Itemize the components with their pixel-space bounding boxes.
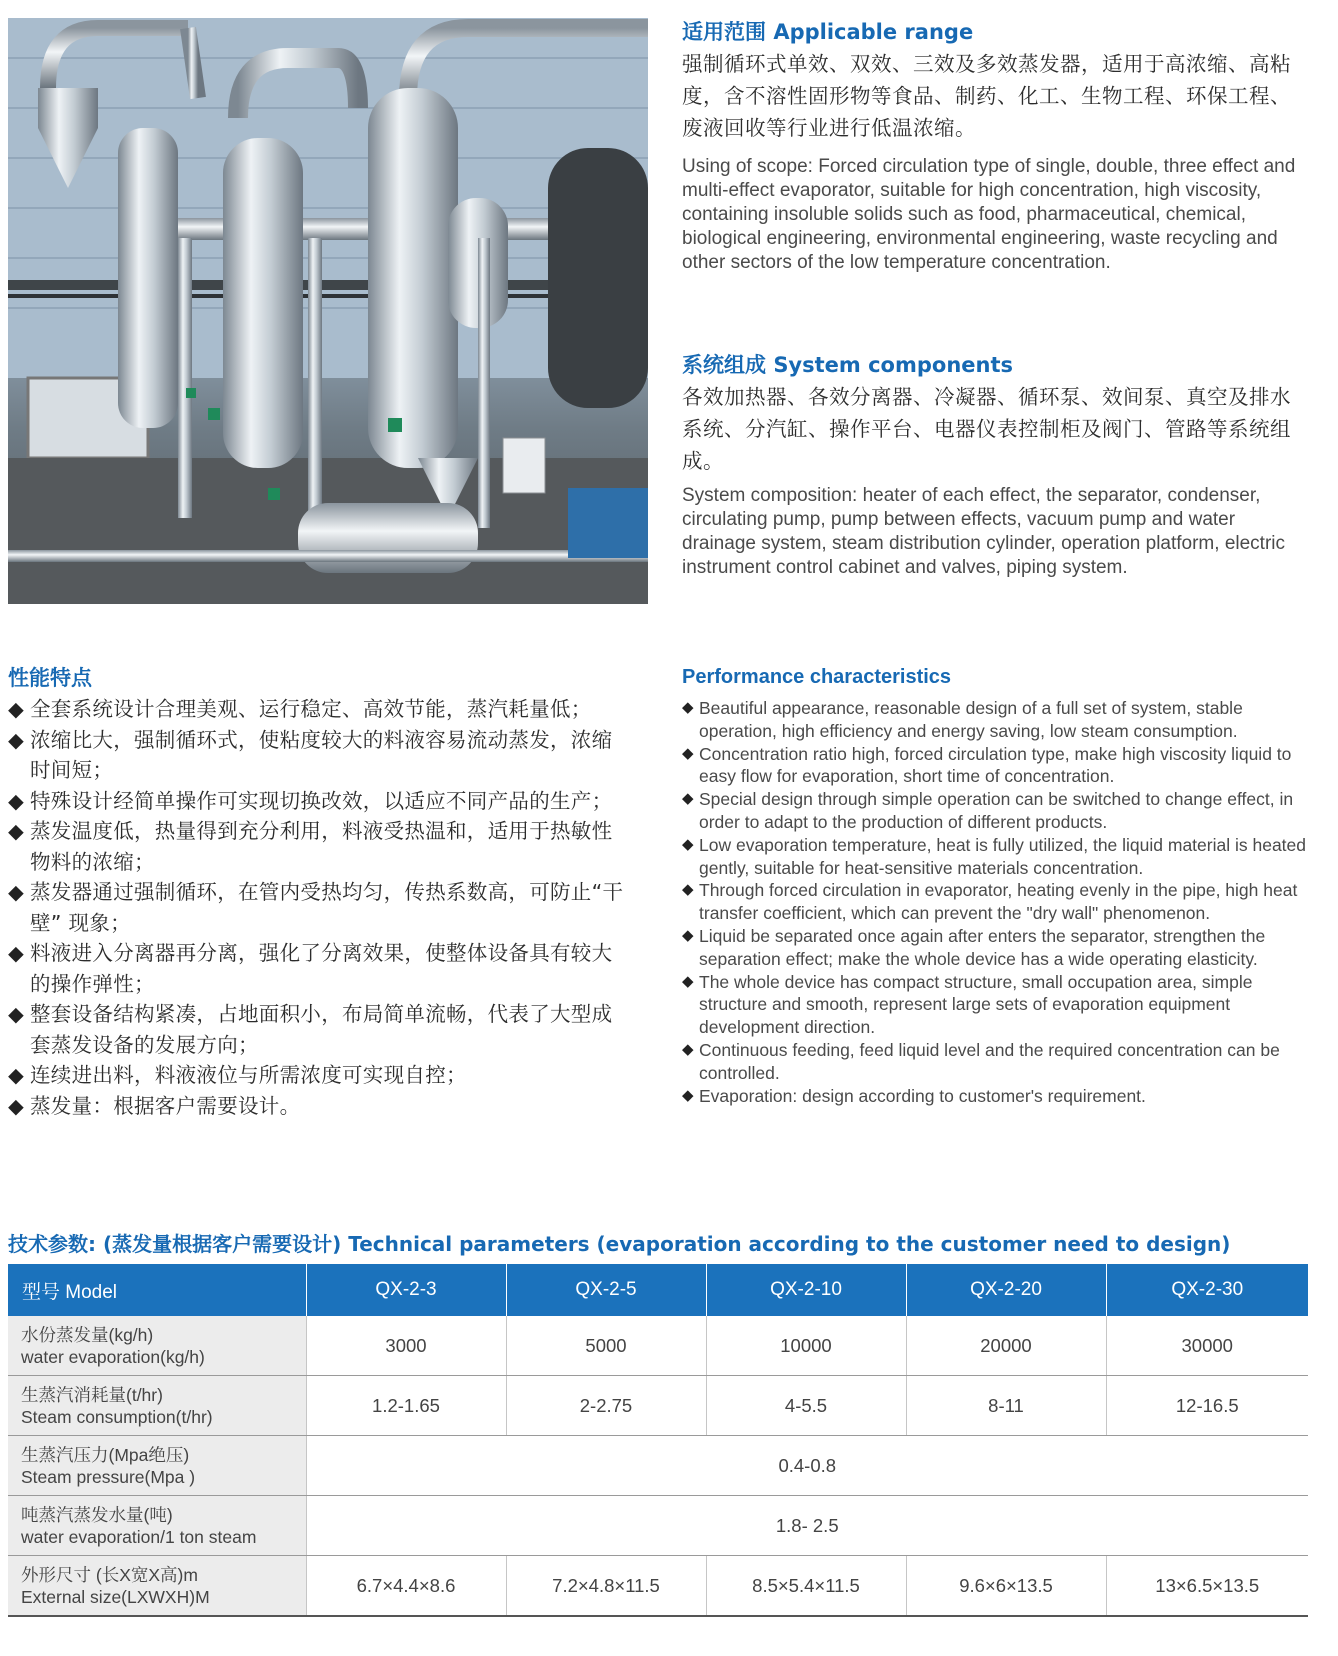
- list-item: [8, 786, 630, 817]
- performance-zh-title: 性能特点: [8, 666, 92, 690]
- row-label-zh: 生蒸汽消耗量(t/hr): [21, 1384, 163, 1405]
- product-photo: [8, 18, 648, 604]
- list-item-text: Beautiful appearance, reasonable design of a full set of system, stable operation, high efficiency and energy saving, low steam consumption.: [699, 698, 1243, 741]
- row-label-zh: 生蒸汽压力(Mpa绝压): [21, 1444, 190, 1465]
- list-item-text: 蒸发温度低，热量得到充分利用，料液受热温和，适用于热敏性物料的浓缩；: [30, 819, 613, 874]
- bullet-icon: ◆: [8, 880, 25, 904]
- list-item-text: 料液进入分离器再分离，强化了分离效果，使整体设备具有较大的操作弹性；: [30, 941, 613, 996]
- bullet-icon: ◆: [682, 881, 694, 899]
- system-components-text-zh: 各效加热器、各效分离器、冷凝器、循环泵、效间泵、真空及排水系统、分汽缸、操作平台、电器仪表控制柜及阀门、管路等系统组成。: [682, 385, 1291, 473]
- table-cell: 1.2-1.65: [306, 1376, 506, 1436]
- table-cell: 5000: [506, 1316, 706, 1376]
- list-item: [8, 1091, 630, 1122]
- table-row: [8, 1496, 1308, 1556]
- list-item-text: Special design through simple operation can be switched to change effect, in order to adapt to the production of different products.: [699, 789, 1294, 832]
- list-item: [682, 1085, 1308, 1108]
- row-label-zh: 吨蒸汽蒸发水量(吨): [21, 1504, 173, 1525]
- bullet-icon: ◆: [682, 790, 694, 808]
- bullet-icon: ◆: [682, 744, 694, 762]
- evaporator-illustration: [8, 18, 648, 604]
- list-item: [682, 925, 1308, 971]
- bullet-icon: ◆: [682, 699, 694, 716]
- bullet-icon: ◆: [8, 1002, 25, 1026]
- table-cell: 12-16.5: [1106, 1376, 1308, 1436]
- row-label-en: External size(LXWXH)M: [21, 1586, 210, 1607]
- row-label: [8, 1376, 306, 1436]
- list-item: [8, 999, 630, 1060]
- row-label-en: water evaporation(kg/h): [21, 1346, 205, 1367]
- list-item-text: Liquid be separated once again after enters the separator, strengthen the separation effect; make the whole device has a wide operating elasticity.: [699, 925, 1266, 969]
- performance-en-list: [682, 697, 1308, 1107]
- bullet-icon: ◆: [8, 819, 25, 843]
- system-components-title-en: System components: [773, 353, 1013, 377]
- table-cell: 10000: [706, 1316, 906, 1376]
- table-row: [8, 1316, 1308, 1376]
- list-item-text: Continuous feeding, feed liquid level and the required concentration can be controlled.: [699, 1039, 1280, 1083]
- row-label-en: Steam pressure(Mpa ): [21, 1466, 196, 1487]
- applicable-range-title-zh: 适用范围: [682, 20, 766, 44]
- table-header-row: [8, 1264, 1308, 1316]
- bullet-icon: ◆: [682, 972, 694, 990]
- row-label-zh: 外形尺寸 (长X宽X高)m: [21, 1564, 198, 1585]
- technical-parameters-table: [8, 1264, 1308, 1617]
- bullet-icon: ◆: [682, 835, 694, 853]
- bullet-icon: ◆: [682, 1086, 694, 1104]
- applicable-range-title-en: Applicable range: [773, 20, 974, 44]
- bullet-icon: ◆: [8, 1093, 25, 1118]
- table-cell: 3000: [306, 1316, 506, 1376]
- applicable-range-text-zh: 强制循环式单效、双效、三效及多效蒸发器，适用于高浓缩、高粘度，含不溶性固形物等食品、制药、化工、生物工程、环保工程、废液回收等行业进行低温浓缩。: [682, 52, 1291, 140]
- table-cell-merged: 0.4-0.8: [306, 1436, 1308, 1496]
- list-item: [682, 834, 1308, 880]
- list-item: [682, 971, 1308, 1039]
- column-header-model: 型号 Model: [8, 1264, 306, 1316]
- technical-parameters-title: 技术参数: (蒸发量根据客户需要设计) Technical parameters (evaporation according to the customer need to design): [8, 1232, 1231, 1256]
- column-header: QX-2-20: [906, 1264, 1106, 1316]
- row-label-en: water evaporation/1 ton steam: [21, 1526, 257, 1547]
- list-item-text: Concentration ratio high, forced circulation type, make high viscosity liquid to easy flow for evaporation, short time of concentration.: [699, 743, 1292, 787]
- bullet-icon: ◆: [8, 697, 25, 721]
- bullet-icon: ◆: [8, 788, 25, 813]
- row-label-en: Steam consumption(t/hr): [21, 1406, 213, 1427]
- row-label: [8, 1436, 306, 1496]
- applicable-range-text-en: Using of scope: Forced circulation type of single, double, three effect and multi-effect evaporator, suitable for high concentration, high viscosity, containing insoluble solids such as food, pharmaceutical, chemical, biological engineering, environmental engineering, waste recycling and other sectors of the low temperature concentration.: [682, 156, 1296, 273]
- column-header: QX-2-5: [506, 1264, 706, 1316]
- bullet-icon: ◆: [8, 941, 25, 965]
- bullet-icon: ◆: [8, 727, 25, 752]
- table-cell: 8.5×5.4×11.5: [706, 1556, 906, 1617]
- table-cell: 4-5.5: [706, 1376, 906, 1436]
- system-components-title: [682, 349, 1013, 379]
- row-label: [8, 1556, 306, 1617]
- performance-zh-list: [8, 694, 630, 1121]
- column-header: QX-2-10: [706, 1264, 906, 1316]
- bullet-icon: ◆: [8, 1063, 25, 1087]
- table-cell: 8-11: [906, 1376, 1106, 1436]
- list-item-text: 蒸发量：根据客户需要设计。: [30, 1093, 301, 1118]
- table-row: [8, 1436, 1308, 1496]
- list-item-text: Evaporation: design according to customer's requirement.: [699, 1085, 1146, 1106]
- table-cell: 20000: [906, 1316, 1106, 1376]
- column-header: QX-2-3: [306, 1264, 506, 1316]
- list-item: [682, 879, 1308, 925]
- list-item: [682, 697, 1308, 743]
- table-cell: 13×6.5×13.5: [1106, 1556, 1308, 1617]
- list-item-text: The whole device has compact structure, small occupation area, simple structure and smooth, represent large sets of evaporation equipment development direction.: [699, 971, 1253, 1038]
- system-components-text-en: System composition: heater of each effect, the separator, condenser, circulating pump, pump between effects, vacuum pump and water drainage system, steam distribution cylinder, operation platform, electric instrument control cabinet and valves, piping system.: [682, 485, 1285, 578]
- table-cell: 2-2.75: [506, 1376, 706, 1436]
- table-cell: 7.2×4.8×11.5: [506, 1556, 706, 1617]
- table-cell: 6.7×4.4×8.6: [306, 1556, 506, 1617]
- list-item-text: 整套设备结构紧凑，占地面积小，布局简单流畅，代表了大型成套蒸发设备的发展方向；: [30, 1002, 613, 1057]
- bullet-icon: ◆: [682, 1040, 694, 1058]
- list-item-text: 特殊设计经简单操作可实现切换改效，以适应不同产品的生产；: [30, 788, 613, 813]
- column-header: QX-2-30: [1106, 1264, 1308, 1316]
- list-item-text: Through forced circulation in evaporator, heating evenly in the pipe, high heat transfer coefficient, which can prevent the "dry wall" phenomenon.: [699, 880, 1298, 924]
- system-components-title-zh: 系统组成: [682, 353, 766, 377]
- list-item-text: 蒸发器通过强制循环，在管内受热均匀，传热系数高，可防止“干壁” 现象；: [30, 880, 624, 935]
- list-item: [8, 816, 630, 877]
- row-label-zh: 水份蒸发量(kg/h): [21, 1324, 154, 1345]
- table-row: [8, 1556, 1308, 1617]
- applicable-range-title: [682, 16, 973, 46]
- list-item-text: Low evaporation temperature, heat is fully utilized, the liquid material is heated gently, suitable for heat-sensitive materials concentration.: [699, 834, 1307, 878]
- row-label: [8, 1316, 306, 1376]
- list-item: [8, 725, 630, 786]
- list-item: [8, 1060, 630, 1091]
- list-item-text: 连续进出料，料液液位与所需浓度可实现自控；: [30, 1063, 467, 1087]
- list-item: [8, 938, 630, 999]
- list-item-text: 浓缩比大，强制循环式，使粘度较大的料液容易流动蒸发，浓缩时间短；: [30, 727, 613, 782]
- table-row: [8, 1376, 1308, 1436]
- list-item: [682, 743, 1308, 789]
- list-item: [682, 1039, 1308, 1085]
- table-cell: 30000: [1106, 1316, 1308, 1376]
- row-label: [8, 1496, 306, 1556]
- table-cell-merged: 1.8- 2.5: [306, 1496, 1308, 1556]
- list-item: [682, 788, 1308, 834]
- list-item-text: 全套系统设计合理美观、运行稳定、高效节能，蒸汽耗量低；: [30, 697, 592, 721]
- bullet-icon: ◆: [682, 926, 694, 944]
- list-item: [8, 877, 630, 938]
- performance-en-title: Performance characteristics: [682, 666, 952, 688]
- list-item: [8, 694, 630, 725]
- table-cell: 9.6×6×13.5: [906, 1556, 1106, 1617]
